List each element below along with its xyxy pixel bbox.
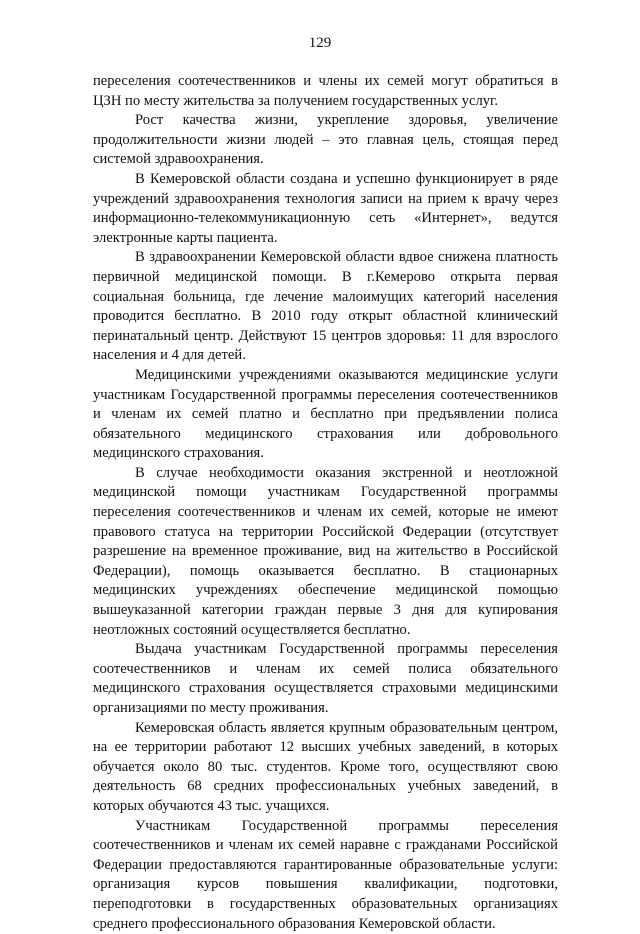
- paragraph-continuation: переселения соотечественников и члены их семей могут обратиться в ЦЗН по месту жительства за получением государственных услуг.: [93, 73, 558, 109]
- document-body: [93, 72, 558, 934]
- paragraph-primary-care: В здравоохранении Кемеровской области вдвое снижена платность первичной медицинской помощи. В г.Кемерово открыта первая социальная больница, где лечение малоимущих категорий населения проводится бесплатно. В 2010 году открыт областной клинический перинатальный центр. Действуют 15 центров здоровья: 11 для взрослого населения и 4 для детей.: [93, 249, 558, 364]
- paragraph-emergency-care: В случае необходимости оказания экстренной и неотложной медицинской помощи участникам Государственной программы переселения соотечественников и членам их семей, которые не имеют правового статуса на территории Российской Федерации (отсутствует разрешение на временное проживание, вид на жительство в Российской Федерации), помощь оказывается бесплатно. В стационарных медицинских учреждениях обеспечение медицинской помощью вышеуказанной категории граждан первые 3 дня для купирования неотложных состояний осуществляется бесплатно.: [93, 464, 558, 638]
- paragraph-online-appointment: В Кемеровской области создана и успешно функционирует в ряде учреждений здравоохранения технология записи на прием к врачу через информационно-телекоммуникационную сеть «Интернет», ведутся электронные карты пациента.: [93, 170, 558, 246]
- page-number: 129: [308, 35, 332, 51]
- paragraph-education-center: Кемеровская область является крупным образовательным центром, на ее территории работают 12 высших учебных заведений, в которых обучается около 80 тыс. студентов. Кроме того, осуществляют свою деятельность 68 средних профессиональных учебных заведений, в которых обучаются 43 тыс. учащихся.: [93, 719, 558, 814]
- paragraph-education-services: Участникам Государственной программы переселения соотечественников и членам их семей наравне с гражданами Российской Федерации предоставляются гарантированные образовательные услуги: организация курсов повышения квалификации, подготовки, переподготовки в государственных образовательных организациях среднего профессионального образования Кемеровской области.: [93, 817, 558, 932]
- paragraph-quality-of-life: Рост качества жизни, укрепление здоровья, увеличение продолжительности жизни людей – это главная цель, стоящая перед системой здравоохранения.: [93, 112, 558, 168]
- paragraph-insurance-policy: Выдача участникам Государственной программы переселения соотечественников и членам их семей полиса обязательного медицинского страхования осуществляется страховыми медицинскими организациями по месту проживания.: [93, 641, 558, 716]
- paragraph-medical-services: Медицинскими учреждениями оказываются медицинские услуги участникам Государственной программы переселения соотечественников и членам их семей платно и бесплатно при предъявлении полиса обязательного медицинского страхования или добровольного медицинского страхования.: [93, 366, 558, 462]
